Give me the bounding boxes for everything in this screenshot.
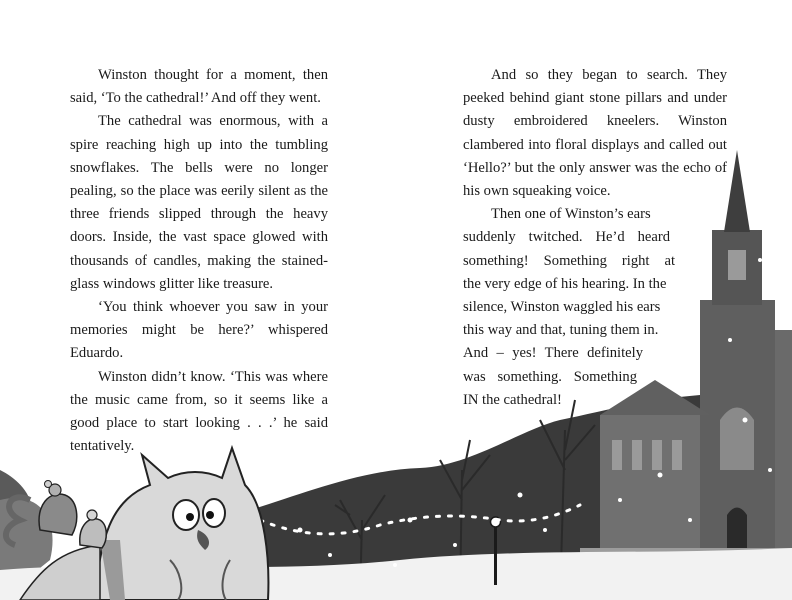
- wrapped-line: Then one of Winston’s ears: [491, 206, 651, 223]
- wrapped-paragraph: [463, 203, 727, 412]
- wrapped-line: the very edge of his hearing. In the: [463, 275, 667, 292]
- left-page-text: [70, 64, 328, 458]
- wrapped-line: suddenly twitched. He’d heard: [463, 229, 670, 246]
- wrapped-line: this way and that, tuning them in.: [463, 322, 659, 339]
- paragraph: Winston thought for a moment, then said, ‘To the cathedral!’ And off they went.: [70, 67, 328, 107]
- right-page: [396, 0, 792, 600]
- paragraph: The cathedral was enormous, with a spire reaching high up into the tumbling snowflakes. The bells were no longer pealing, so the place was eerily silent as the three friends slipped through the heavy doors. Inside, the vast space glowed with thousands of candles, making the stained-glass windows glitter like treasure.: [70, 113, 328, 292]
- wrapped-line: something! Something right at: [463, 252, 675, 269]
- paragraph: ‘You think whoever you saw in your memories might be here?’ whispered Eduardo.: [70, 299, 328, 362]
- wrapped-line: was something. Something: [463, 368, 637, 385]
- paragraph: And so they began to search. They peeked behind giant stone pillars and under dusty embroidered kneelers. Winston clambered into floral displays and called out ‘Hello?’ but the only answer was the echo of his own squeaking voice.: [463, 67, 727, 200]
- wrapped-line: IN the cathedral!: [463, 391, 562, 408]
- wrapped-line: silence, Winston waggled his ears: [463, 299, 661, 316]
- paragraph: Winston didn’t know. ‘This was where the music came from, so it seems like a good place to start looking . . .’ he said tentatively.: [70, 368, 328, 455]
- wrapped-line: And – yes! There definitely: [463, 345, 643, 362]
- right-page-text: [463, 64, 727, 412]
